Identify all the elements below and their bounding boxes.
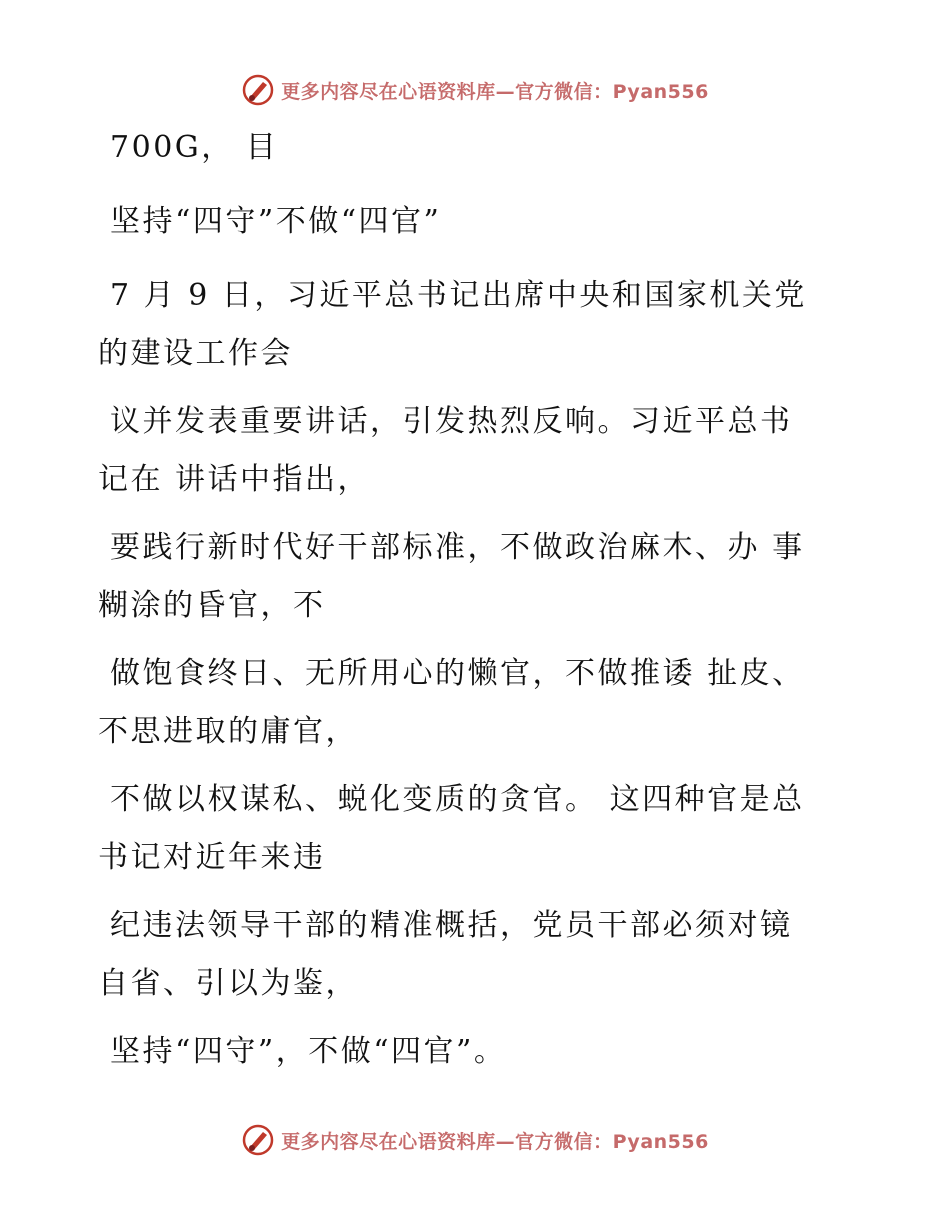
header-watermark-banner [0,70,950,110]
footer-watermark-text: 更多内容尽在心语资料库—官方微信：Pyan556 [281,1130,709,1153]
text-line: 纪违法领导干部的精准概括，党员干部必须对镜 [98,908,793,943]
text-line: 书记对近年来违 [98,840,326,875]
text-line: 糊涂的昏官，不 [98,588,326,623]
logo-icon [241,1123,275,1157]
text-line: 700G， 目 [98,130,279,165]
text-line: 记在 讲话中指出， [98,462,371,497]
text-line: 不做以权谋私、蜕化变质的贪官。 这四种官是总 [98,782,805,817]
footer-watermark-banner [0,1120,950,1160]
text-line: 不思进取的庸官， [98,714,358,749]
text-line: 议并发表重要讲话，引发热烈反响。习近平总书 [98,404,793,439]
text-line: 自省、引以为鉴， [98,966,358,1001]
text-line: 坚持“四守”，不做“四官”。 [98,1034,507,1069]
text-line: 做饱食终日、无所用心的懒官，不做推诿 扯皮、 [98,656,805,691]
text-line: 要践行新时代好干部标准，不做政治麻木、办 事 [98,530,805,565]
header-watermark-text: 更多内容尽在心语资料库—官方微信：Pyan556 [281,80,709,103]
document-body [98,120,858,1070]
text-line: 的建设工作会 [98,336,293,371]
text-line: 7 月 9 日，习近平总书记出席中央和国家机关党 [98,278,807,313]
text-line: 坚持“四守”不做“四官” [98,204,442,239]
logo-icon [241,73,275,107]
